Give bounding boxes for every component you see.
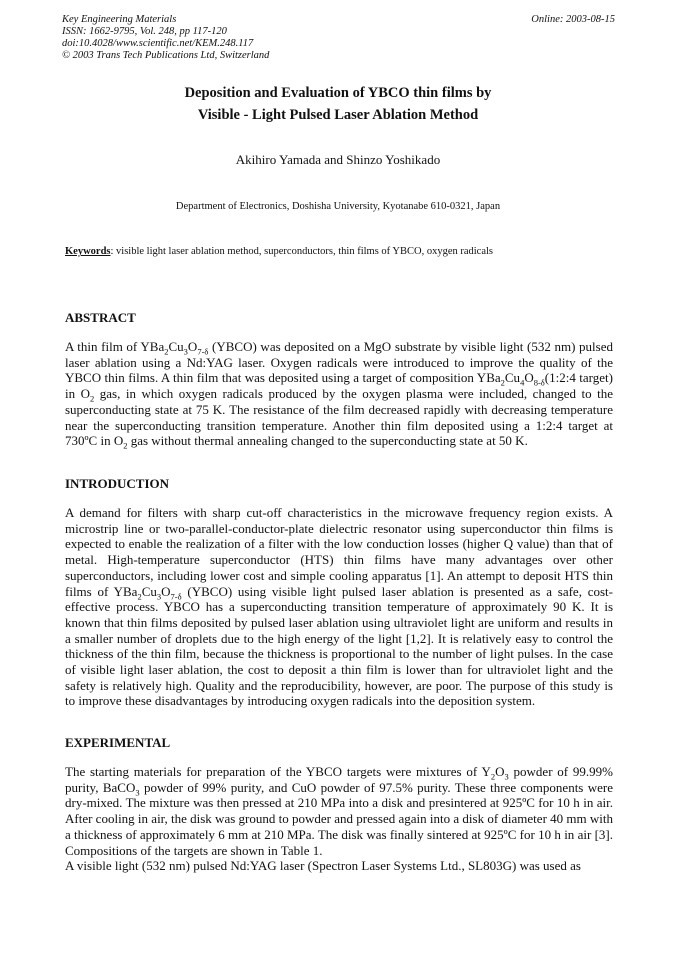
keywords-text: : visible light laser ablation method, superconductors, thin films of YBCO, oxygen radicals: [110, 246, 494, 257]
experimental-heading: EXPERIMENTAL: [65, 735, 171, 750]
introduction-heading: INTRODUCTION: [65, 476, 170, 491]
experimental-paragraph: The starting materials for preparation of the YBCO targets were mixtures of $Y_2O_3$ powder of 99.99% purity, BaCO$_3$ powder of 99% purity, and CuO powder of 97.5% purity. These three components were dry-mixed. The mixture was then pressed at 210 MPa into a disk and presintered at 925ºC for 10 h in air. After cooling in air, the disk was ground to powder and pressed again into a disk of diameter 40 mm with a thickness of approximately 6 mm at 210 MPa. The disk was finally sintered at 925ºC for 10 h in air [3]. Compositions of the targets are shown in Table 1. A visible light (532 nm) pulsed Nd:YAG laser (Spectron Laser Systems Ltd., SL803G) was used as: [65, 764, 613, 874]
affiliation: Department of Electronics, Doshisha University, Kyotanabe 610-0321, Japan: [175, 201, 501, 212]
abstract-paragraph: A thin film of $YBa_2Cu_3O_{7-\delta}$ (YBCO) was deposited on a MgO substrate by visible light (532 nm) pulsed laser ablation using a Nd:YAG laser. Oxygen radicals were introduced to improve the quality of the YBCO thin films. A thin film that was deposited using a target of composition $YBa_2Cu_4O_{8-\delta}(1:2:4$ target) in $O_2$ gas, in which oxygen radicals produced by the oxygen plasma were included, changed to the superconducting state at 75 K. The resistance of the film decreased rapidly with decreasing temperature near the superconducting transition temperature. Another thin film deposited using a 1:2:4 target at 730ºC in $O_2$ gas without thermal annealing changed to the superconducting state at 50 K.: [65, 339, 613, 451]
introduction-paragraph: A demand for filters with sharp cut-off characteristics in the microwave frequency region exists. A microstrip line or two-parallel-conductor-plate dielectric resonator using superconductor thin films is expected to enable the realization of a filter with the low conduction losses (higher Q value) than that of metal. High-temperature superconductor (HTS) thin films have many advantages over other superconductors, including lower cost and simple cooling apparatus [1]. An attempt to deposit HTS thin films of $YBa_2Cu_3O_{7-\delta}$ (YBCO) using visible light pulsed laser ablation is presented as a safe, cost-effective process. YBCO has a superconducting transition temperature of approximately 90 K. It is known that thin films deposited by pulsed laser ablation using ultraviolet light are uniform and results in a smaller number of droplets due to the high energy of the light [1,2]. It is relatively easy to control the thickness of the thin film, because the thickness is proportional to the number of light pulses. In the case of visible light laser ablation, the cost to deposit a thin film is lower than for ultraviolet light and the safety is relatively high. Quality and the reproducibility, however, are poor. The purpose of this study is to improve these disadvantages by introducing oxygen radicals into the deposition system.: [65, 505, 613, 709]
title-line-1: Deposition and Evaluation of YBCO thin films by: [184, 85, 492, 101]
keywords: [65, 246, 617, 257]
issn-line: ISSN: 1662-9795, Vol. 248, pp 117-120: [62, 26, 227, 37]
doi-line: doi:10.4028/www.scientific.net/KEM.248.117: [62, 38, 254, 49]
online-date: Online: 2003-08-15: [531, 14, 615, 25]
journal-header: [62, 14, 269, 62]
authors: Akihiro Yamada and Shinzo Yoshikado: [235, 152, 441, 167]
journal-name: Key Engineering Materials: [62, 14, 177, 25]
copyright-line: © 2003 Trans Tech Publications Ltd, Switzerland: [62, 50, 270, 61]
title-line-2: Visible - Light Pulsed Laser Ablation Method: [197, 107, 479, 123]
abstract-heading: ABSTRACT: [65, 310, 136, 325]
keywords-label: Keywords: [65, 246, 111, 257]
paper-title: [62, 82, 614, 126]
experimental-paragraph-2: A visible light (532 nm) pulsed Nd:YAG laser (Spectron Laser Systems Ltd., SL803G) was used as: [65, 858, 581, 874]
